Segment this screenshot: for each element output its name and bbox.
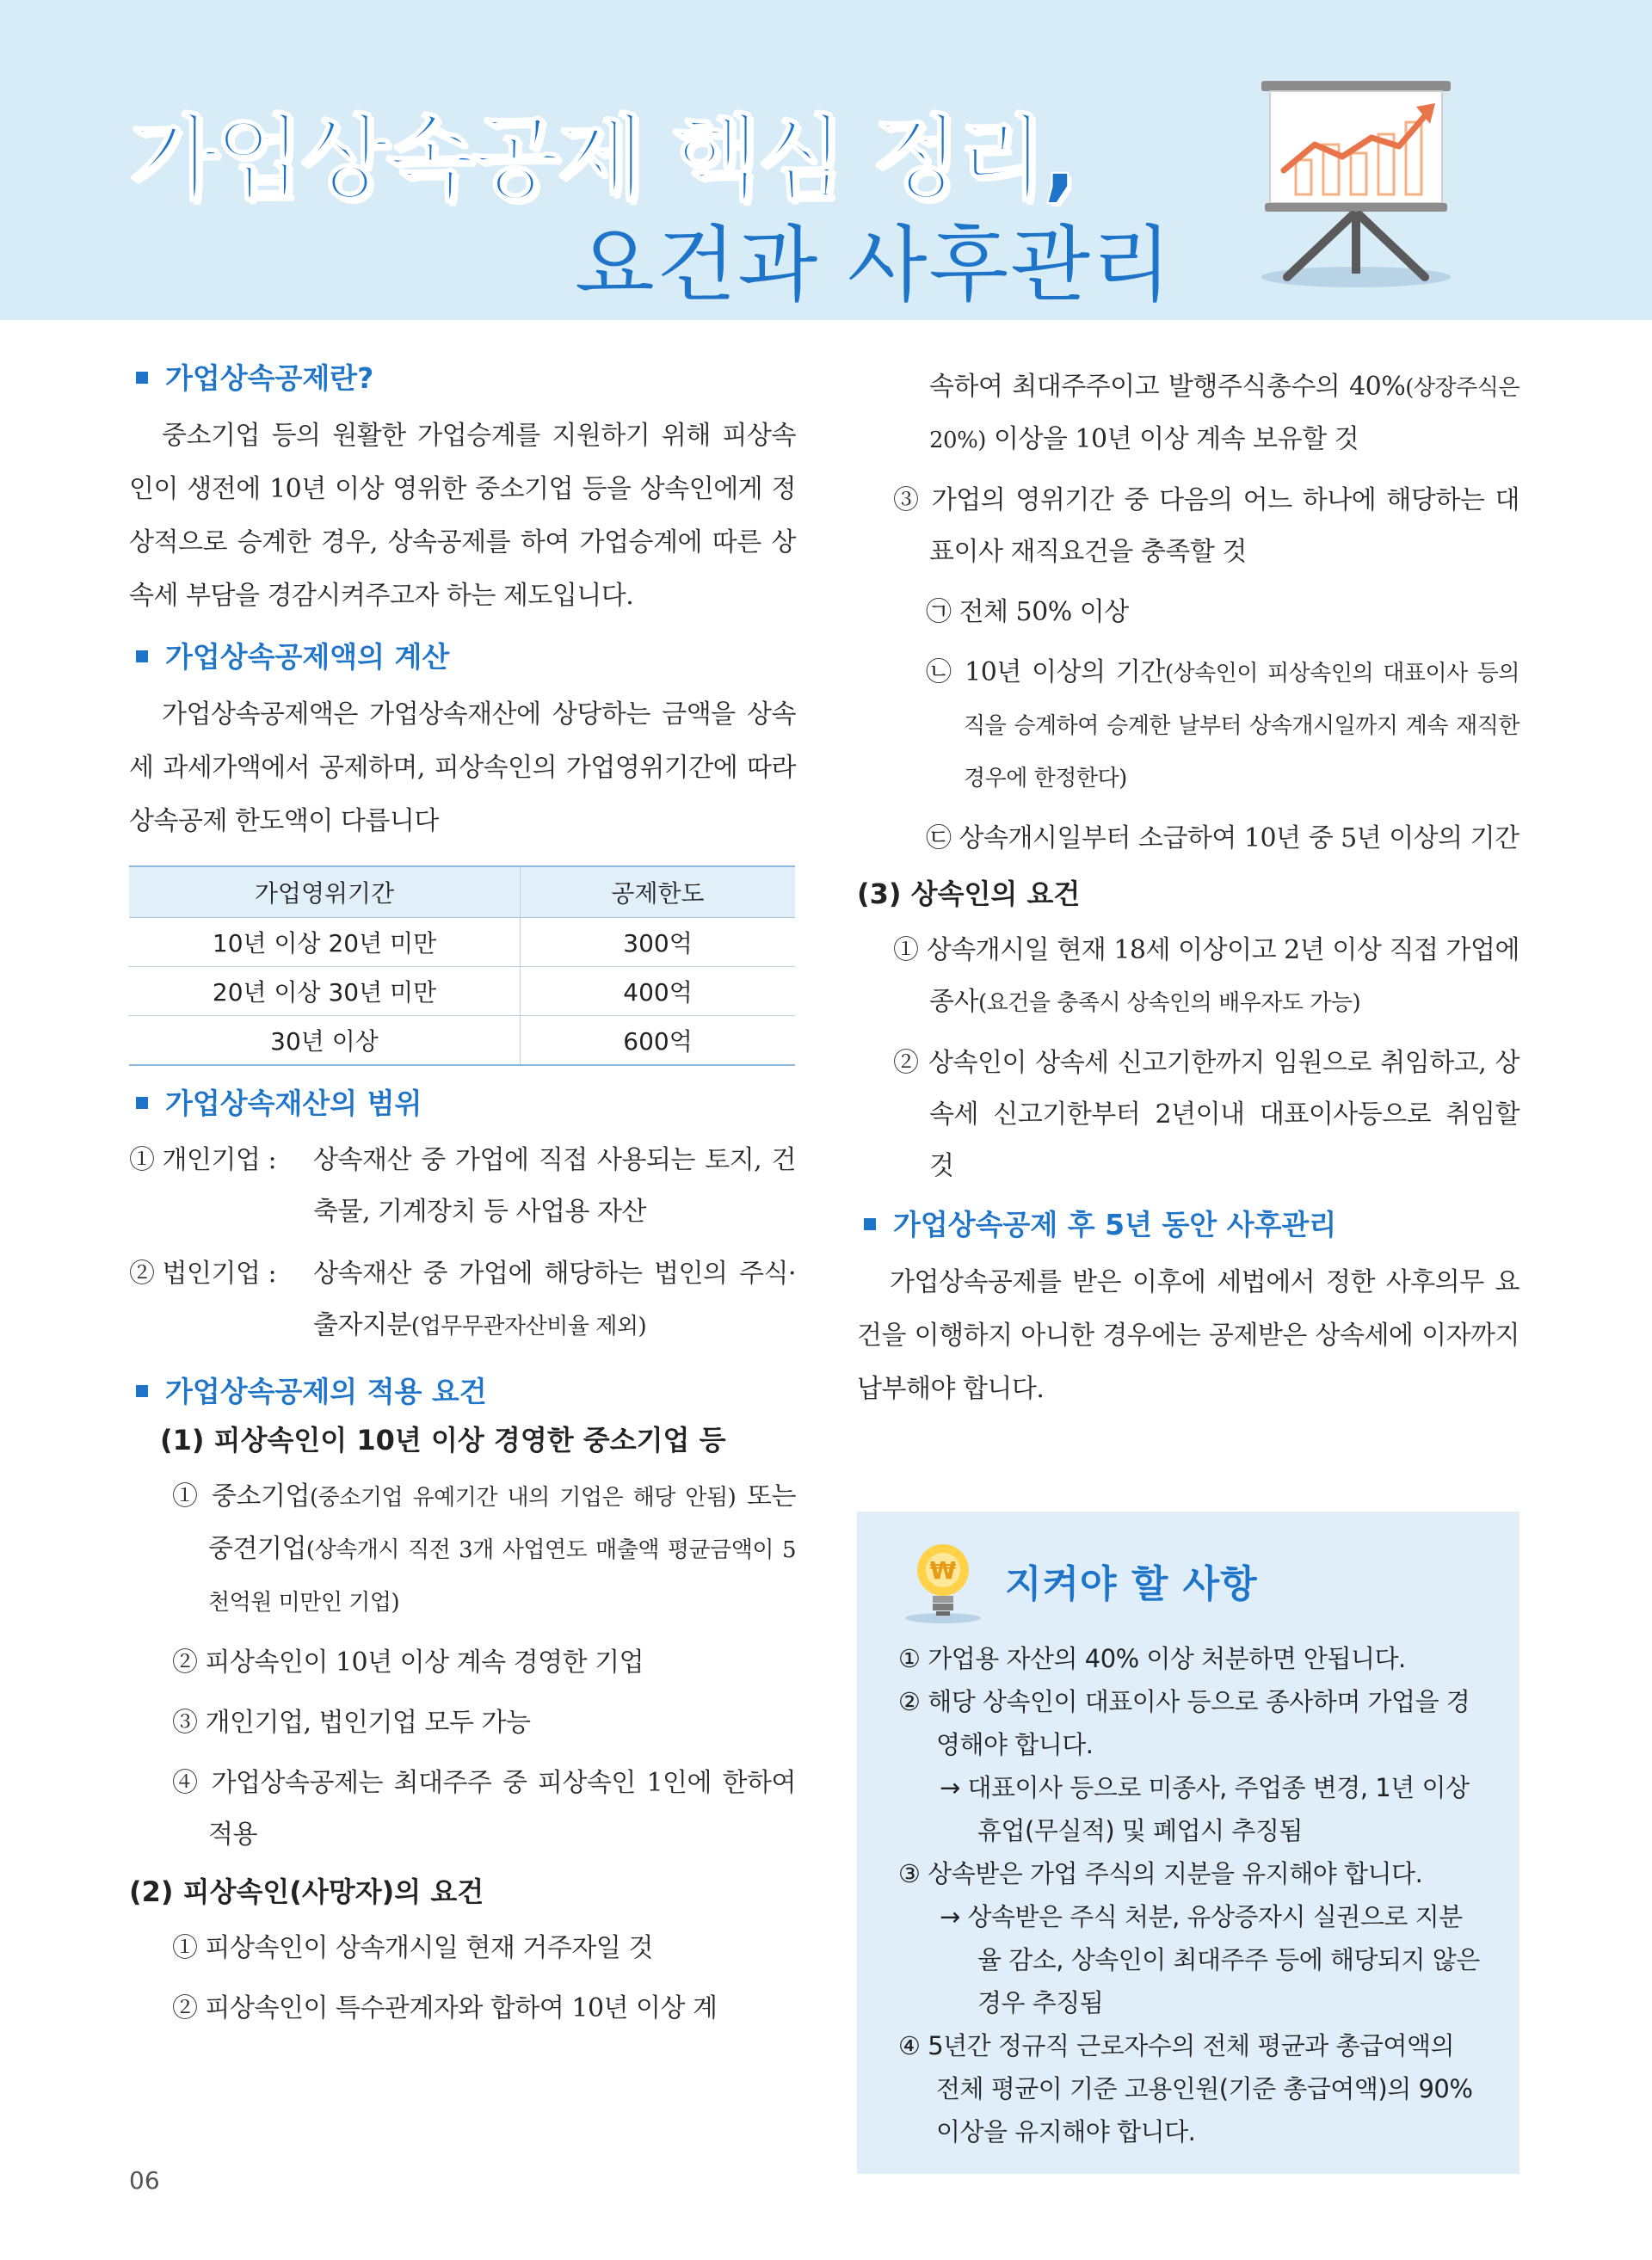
table-row	[129, 918, 795, 967]
square-bullet-icon	[864, 1218, 876, 1230]
square-bullet-icon	[136, 1097, 148, 1109]
definition-paragraph: 중소기업 등의 원활한 가업승계를 지원하기 위해 피상속인이 생전에 10년 이상 영위한 중소기업 등을 상속인에게 정상적으로 승계한 경우, 상속공제를 하여 가업승계에 따른 상속세 부담을 경감시켜주고자 하는 제도입니다.	[129, 421, 796, 611]
list-item: ② 피상속인이 특수관계자와 합하여 10년 이상 계	[172, 1993, 718, 2023]
table-header-period: 가업영위기간	[129, 866, 521, 918]
square-bullet-icon	[136, 650, 148, 662]
lightbulb-won-icon	[898, 1536, 998, 1625]
list-item: ② 상속인이 상속세 신고기한까지 임원으로 취임하고, 상속세 신고기한부터 2년이내 대표이사등으로 취임할 것	[893, 1048, 1519, 1181]
table-cell: 20년 이상 30년 미만	[129, 967, 521, 1016]
note-item: ④ 5년간 정규직 근로자수의 전체 평균과 총급여액의 전체 평균이 기준 고용인원(기준 총급여액)의 90% 이상을 유지해야 합니다.	[898, 2031, 1473, 2146]
table-header-limit: 공제한도	[521, 866, 796, 918]
list-item: ① 중소기업(중소기업 유예기간 내의 기업은 해당 안됨) 또는 중견기업(상속개시 직전 3개 사업연도 매출액 평균금액이 5천억원 미만인 기업)	[172, 1481, 796, 1616]
svg-text:₩: ₩	[929, 1556, 957, 1585]
section-heading-scope: 가업상속재산의 범위	[129, 1087, 796, 1121]
table-cell: 300억	[521, 918, 796, 967]
sub-heading-sme: (1) 피상속인이 10년 이상 경영한 중소기업 등	[160, 1424, 726, 1456]
notes-box	[857, 1512, 1519, 2174]
page-title-line1: 가업상속공제 핵심 정리,	[129, 106, 1076, 212]
list-item: ㉠ 전체 50% 이상	[926, 597, 1129, 627]
table-row	[129, 1016, 795, 1066]
list-item: ㉡ 10년 이상의 기간(상속인이 피상속인의 대표이사 등의 직을 승계하여 승계한 날부터 상속개시일까지 계속 재직한 경우에 한정한다)	[926, 657, 1519, 791]
presentation-board-chart-icon	[1253, 74, 1459, 291]
sub-heading-heir: (3) 상속인의 요건	[857, 878, 1081, 910]
notes-header	[898, 1536, 1480, 1625]
calculation-paragraph: 가업상속공제액은 가업상속재산에 상당하는 금액을 상속세 과세가액에서 공제하며, 피상속인의 가업영위기간에 따라 상속공제 한도액이 다릅니다	[129, 699, 796, 836]
list-item: ㉢ 상속개시일부터 소급하여 10년 중 5년 이상의 기간	[926, 823, 1519, 853]
table-cell: 10년 이상 20년 미만	[129, 918, 521, 967]
section-heading-calculation: 가업상속공제액의 계산	[129, 640, 796, 674]
note-item: ② 해당 상속인이 대표이사 등으로 종사하며 가업을 경영해야 합니다.	[898, 1687, 1470, 1759]
note-item: ① 가업용 자산의 40% 이상 처분하면 안됩니다.	[898, 1644, 1406, 1673]
square-bullet-icon	[136, 1385, 148, 1397]
section-heading-aftercare: 가업상속공제 후 5년 동안 사후관리	[857, 1208, 1519, 1242]
list-item-continued: 속하여 최대주주이고 발행주식총수의 40%(상장주식은 20%) 이상을 10년 이상 계속 보유할 것	[929, 372, 1519, 454]
scope-item-individual: ① 개인기업 : 상속재산 중 가업에 직접 사용되는 토지, 건축물, 기계장치 등 사업용 자산	[129, 1145, 796, 1227]
list-item: ① 피상속인이 상속개시일 현재 거주자일 것	[172, 1933, 653, 1963]
list-item: ③ 가업의 영위기간 중 다음의 어느 하나에 해당하는 대표이사 재직요건을 충족할 것	[893, 485, 1519, 567]
section-heading-definition: 가업상속공제란?	[129, 361, 796, 396]
section-heading-requirements: 가업상속공제의 적용 요건	[129, 1375, 796, 1409]
table-header-row	[129, 866, 795, 918]
page-number: 06	[129, 2166, 160, 2195]
sub-heading-decedent: (2) 피상속인(사망자)의 요건	[129, 1875, 484, 1908]
list-item: ④ 가업상속공제는 최대주주 중 피상속인 1인에 한하여 적용	[172, 1768, 796, 1850]
page-title-line2: 요건과 사후관리	[575, 217, 1174, 313]
deduction-limit-table	[129, 865, 795, 1066]
right-column	[857, 361, 1519, 1433]
left-column	[129, 361, 796, 2043]
scope-item-corporate: ② 법인기업 : 상속재산 중 가업에 해당하는 법인의 주식·출자지분(업무무관자산비율 제외)	[129, 1259, 796, 1340]
note-subitem: → 상속받은 주식 처분, 유상증자시 실권으로 지분율 감소, 상속인이 최대주주 등에 해당되지 않은 경우 추징됨	[940, 1902, 1480, 2017]
list-item: ③ 개인기업, 법인기업 모두 가능	[172, 1708, 531, 1738]
table-cell: 600억	[521, 1016, 796, 1066]
square-bullet-icon	[136, 372, 148, 384]
list-item: ① 상속개시일 현재 18세 이상이고 2년 이상 직접 가업에 종사(요건을 충족시 상속인의 배우자도 가능)	[893, 935, 1519, 1017]
list-item: ② 피상속인이 10년 이상 계속 경영한 기업	[172, 1647, 644, 1678]
note-item: ③ 상속받은 가업 주식의 지분을 유지해야 합니다.	[898, 1859, 1423, 1888]
table-row	[129, 967, 795, 1016]
table-cell: 400억	[521, 967, 796, 1016]
notes-title: 지켜야 할 사항	[1005, 1562, 1258, 1606]
note-subitem: → 대표이사 등으로 미종사, 주업종 변경, 1년 이상 휴업(무실적) 및 폐업시 추징됨	[940, 1773, 1470, 1845]
table-cell: 30년 이상	[129, 1016, 521, 1066]
aftercare-paragraph: 가업상속공제를 받은 이후에 세법에서 정한 사후의무 요건을 이행하지 아니한 경우에는 공제받은 상속세에 이자까지 납부해야 합니다.	[857, 1267, 1519, 1404]
